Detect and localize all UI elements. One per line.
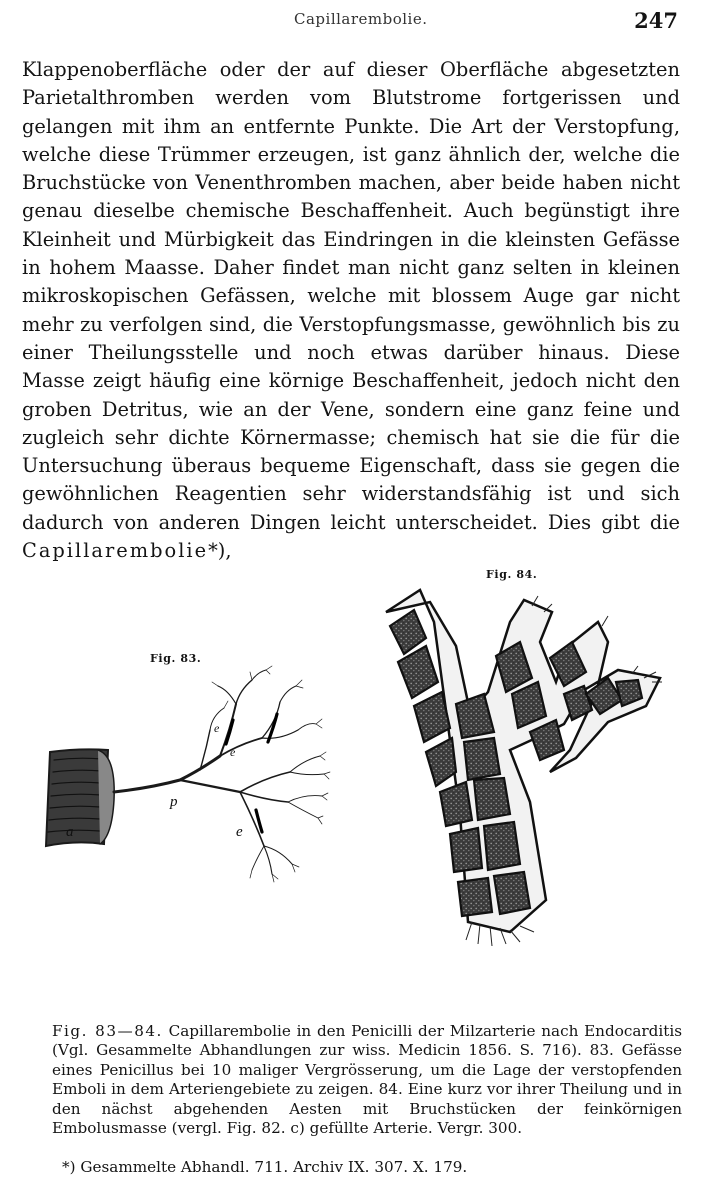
fig83-illustration	[40, 660, 340, 890]
fig83-letter-e-middle: e	[230, 745, 236, 759]
figure-caption	[52, 1022, 682, 1138]
body-text-main: Klappenoberfläche oder der auf dieser Oberfläche abgesetzten Parietalthromben werden vom Blutstrome fortgerissen und gelangen mit ihm an entfernte Punkte. Die Art der Verstopfung, welche diese Trümmer erzeugen, ist ganz ähnlich der, welche die Bruchstücke von Venenthromben machen, aber beide haben nicht genau dieselbe chemische Beschaffenheit. Auch begünstigt ihre Kleinheit und Mürbigkeit das Eindringen in die kleinsten Gefässe in hohem Maasse. Daher findet man nicht ganz selten in kleinen mikroskopischen Gefässen, welche mit blossem Auge gar nicht mehr zu verfolgen sind, die Verstopfungsmasse, gewöhnlich bis zu einer Theilungsstelle und noch etwas darüber hinaus. Diese Masse zeigt häufig eine körnige Beschaffenheit, jedoch nicht den groben Detritus, wie an der Vene, sondern eine ganz feine und zugleich sehr dichte Körnermasse; chemisch hat sie die für die Untersuchung überaus bequeme Eigenschaft, dass sie gegen die gewöhnlichen Reagentien sehr widerstandsfähig ist und sich dadurch von anderen Dingen leicht unterscheidet. Dies gibt die	[22, 58, 680, 534]
body-footnote-ref: *),	[208, 539, 232, 563]
caption-text: Capillarembolie in den Penicilli der Milzarterie nach Endocarditis (Vgl. Gesammelte Abhandlungen zur wiss. Medicin 1856. S. 716). 83. Gefässe eines Penicillus bei 10 maliger Vergrösserung, um die Lage der verstopfenden Emboli in dem Arteriengebiete zu zeigen. 84. Eine kurz vor ihrer Theilung und in den nächst abgehenden Aesten mit Bruchstücken der feinkörnigen Embolusmasse (vergl. Fig. 82. c) gefüllte Arterie. Vergr. 300.	[52, 1022, 682, 1138]
footnote: *) Gesammelte Abhandl. 711. Archiv IX. 307. X. 179.	[62, 1158, 468, 1176]
fig84-label: Fig. 84.	[486, 568, 538, 581]
page-header	[0, 6, 708, 36]
page-number: 247	[634, 8, 678, 33]
fig83-letter-e-upper: e	[214, 721, 220, 735]
fig83-label: Fig. 83.	[150, 652, 202, 665]
fig83-letter-p: p	[170, 794, 178, 810]
fig83-letter-a: a	[66, 824, 74, 840]
body-paragraph	[22, 56, 680, 565]
caption-lead: Fig. 83—84.	[52, 1022, 163, 1040]
body-term-capillarembolie: Capillarembolie	[22, 539, 209, 563]
running-head: Capillarembolie.	[294, 10, 428, 28]
fig84-illustration	[360, 582, 670, 1002]
fig83-letter-e-lower: e	[236, 824, 243, 840]
